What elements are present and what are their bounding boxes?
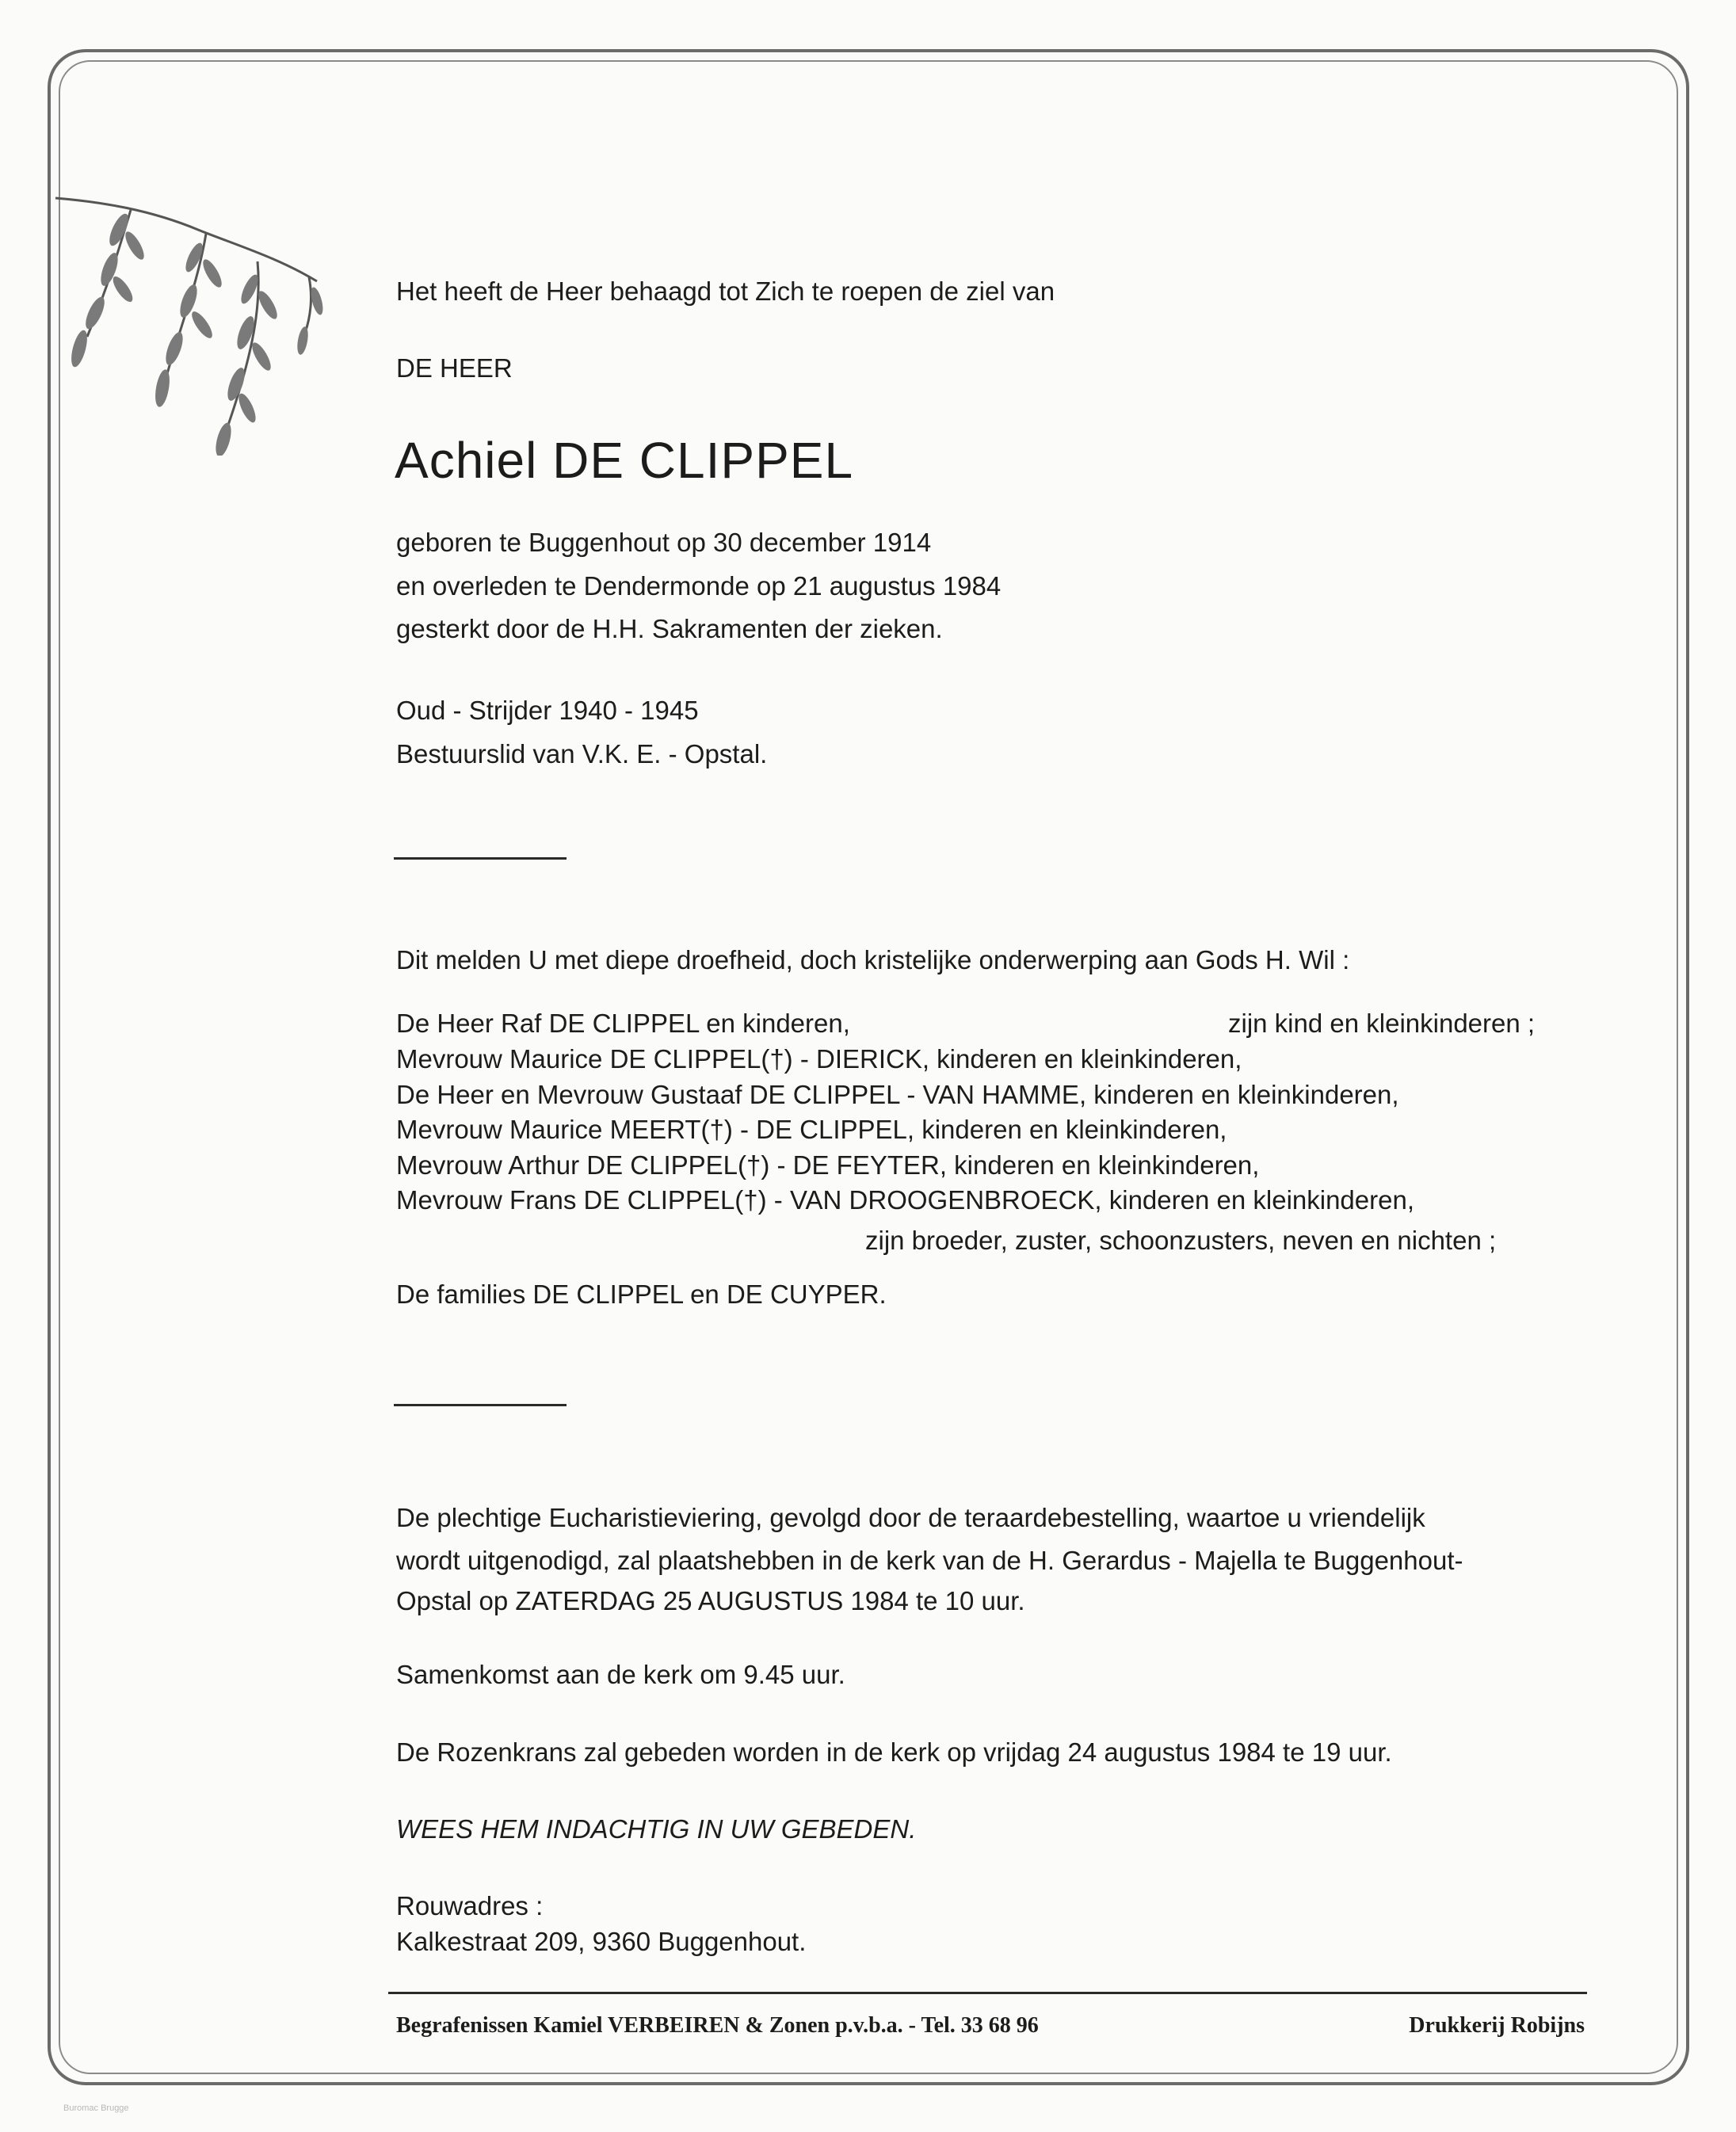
child-line: De Heer Raf DE CLIPPEL en kinderen, (396, 1009, 850, 1038)
printer-line: Drukkerij Robijns (1409, 2013, 1585, 2038)
sibling-line: Mevrouw Frans DE CLIPPEL(†) - VAN DROOGENBROECK, kinderen en kleinkinderen, (396, 1185, 1415, 1215)
board-member-line: Bestuurslid van V.K. E. - Opstal. (396, 739, 768, 769)
sacraments-line: gesterkt door de H.H. Sakramenten der zieken. (396, 614, 943, 643)
separator-1 (394, 857, 567, 860)
undertaker-line: Begrafenissen Kamiel VERBEIREN & Zonen p.v.b.a. - Tel. 33 68 96 (396, 2013, 1039, 2038)
rosary-line: De Rozenkrans zal gebeden worden in de kerk op vrijdag 24 augustus 1984 te 19 uur. (396, 1737, 1392, 1767)
sibling-line: De Heer en Mevrouw Gustaaf DE CLIPPEL - VAN HAMME, kinderen en kleinkinderen, (396, 1080, 1399, 1109)
separator-2 (394, 1404, 567, 1406)
address-line: Kalkestraat 209, 9360 Buggenhout. (396, 1927, 807, 1956)
announcement-line: Dit melden U met diepe droefheid, doch kristelijke onderwerping aan Gods H. Wil : (396, 945, 1350, 974)
ceremony-line: Opstal op ZATERDAG 25 AUGUSTUS 1984 te 10 uur. (396, 1586, 1025, 1615)
sibling-line: Mevrouw Maurice DE CLIPPEL(†) - DIERICK, kinderen en kleinkinderen, (396, 1044, 1242, 1074)
siblings-relation: zijn broeder, zuster, schoonzusters, neven en nichten ; (865, 1226, 1497, 1255)
intro-line: Het heeft de Heer behaagd tot Zich te roepen de ziel van (396, 277, 1055, 306)
deceased-name: Achiel DE CLIPPEL (395, 432, 854, 489)
ceremony-line: De plechtige Eucharistieviering, gevolgd door de teraardebestelling, waartoe u vriendelijk (396, 1503, 1425, 1532)
child-relation: zijn kind en kleinkinderen ; (1228, 1009, 1536, 1038)
families-line: De families DE CLIPPEL en DE CUYPER. (396, 1280, 887, 1309)
gathering-line: Samenkomst aan de kerk om 9.45 uur. (396, 1660, 845, 1689)
sibling-line: Mevrouw Arthur DE CLIPPEL(†) - DE FEYTER, kinderen en kleinkinderen, (396, 1150, 1260, 1180)
address-label: Rouwadres : (396, 1891, 544, 1920)
willow-branch-icon (55, 186, 341, 456)
remembrance-line: WEES HEM INDACHTIG IN UW GEBEDEN. (396, 1814, 917, 1844)
imprint-mark: Buromac Brugge (63, 2103, 129, 2113)
birth-line: geboren te Buggenhout op 30 december 1914 (396, 528, 932, 557)
sibling-line: Mevrouw Maurice MEERT(†) - DE CLIPPEL, kinderen en kleinkinderen, (396, 1115, 1227, 1144)
death-line: en overleden te Dendermonde op 21 augustus 1984 (396, 571, 1002, 601)
veteran-line: Oud - Strijder 1940 - 1945 (396, 696, 699, 725)
honorific: DE HEER (396, 353, 513, 383)
ceremony-line: wordt uitgenodigd, zal plaatshebben in de kerk van de H. Gerardus - Majella te Buggenhout- (396, 1546, 1463, 1575)
footer-rule (388, 1992, 1587, 1994)
